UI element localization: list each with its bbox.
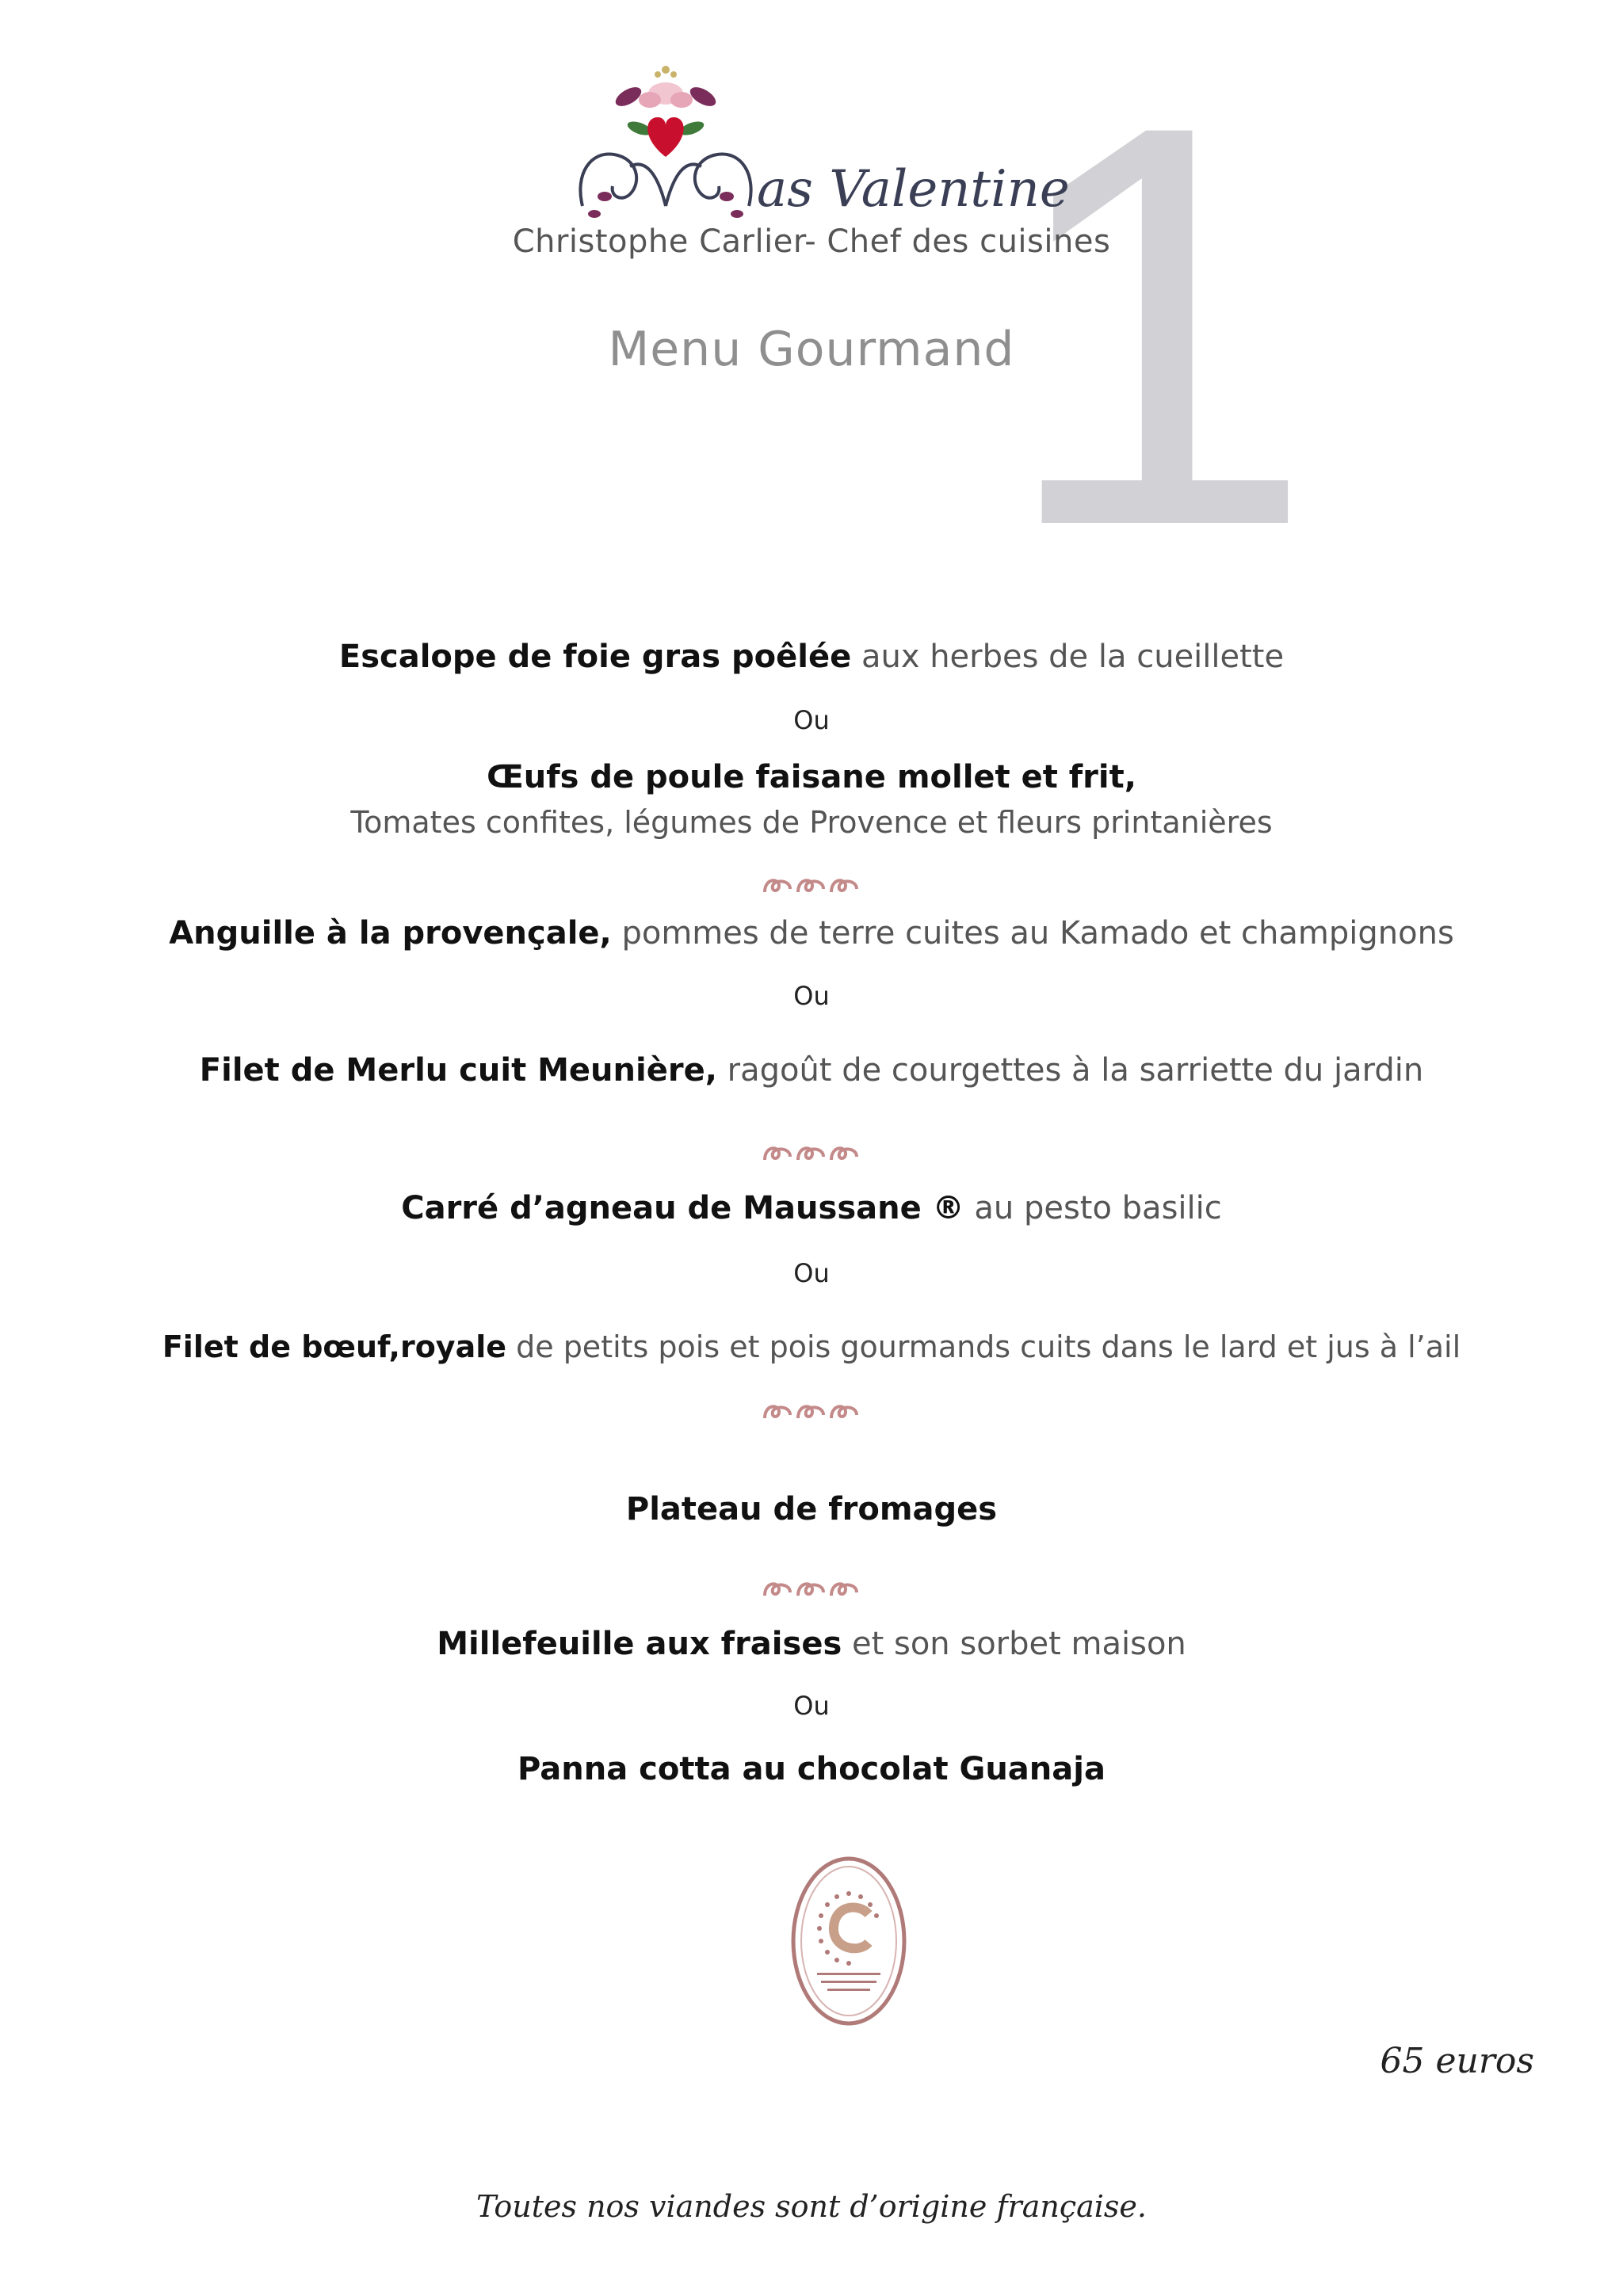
footer-note: Toutes nos viandes sont d’origine française.: [475, 2189, 1147, 2224]
dish-name: Millefeuille aux fraises: [437, 1626, 842, 1662]
dish-name: Carré d’agneau de Maussane ®: [401, 1190, 964, 1226]
dish-description: et son sorbet maison: [851, 1626, 1186, 1662]
meat-1: [0, 1190, 1623, 1226]
meat-2: [0, 1329, 1623, 1364]
or-separator: Ou: [793, 1691, 830, 1721]
menu-price: 65 euros: [1380, 2041, 1534, 2081]
chef-line: Christophe Carlier- Chef des cuisines: [512, 223, 1111, 260]
dish-name: Anguille à la provençale,: [169, 915, 612, 952]
dessert-1: [0, 1626, 1623, 1662]
or-separator: Ou: [793, 1258, 830, 1288]
dessert-2: [0, 1751, 1623, 1787]
entree-1: [0, 639, 1623, 675]
restaurant-logo: [567, 55, 1070, 238]
fish-1: [0, 915, 1623, 952]
dish-name: Filet de bœuf,royale: [162, 1329, 507, 1364]
dish-name: Plateau de fromages: [625, 1491, 998, 1527]
course-divider-icon: [0, 1141, 1623, 1166]
dish-description: Tomates confites, légumes de Provence et fleurs printanières: [350, 805, 1273, 840]
cheese-course: [0, 1491, 1623, 1527]
menu-title: Menu Gourmand: [608, 322, 1015, 377]
logo-emblem-icon: [580, 66, 750, 218]
dish-description: de petits pois et pois gourmands cuits dans le lard et jus à l’ail: [516, 1329, 1461, 1364]
course-divider-icon: [0, 1399, 1623, 1425]
dish-description: pommes de terre cuites au Kamado et champignons: [621, 915, 1454, 952]
page-number-numeral: [998, 6, 1316, 644]
quality-seal-icon: [789, 1854, 908, 2028]
dish-description: au pesto basilic: [974, 1190, 1222, 1226]
fish-2: [0, 1052, 1623, 1089]
dish-description: ragoût de courgettes à la sarriette du jardin: [727, 1052, 1424, 1089]
dish-name: Panna cotta au chocolat Guanaja: [517, 1751, 1106, 1787]
dish-name: Filet de Merlu cuit Meunière,: [199, 1052, 717, 1089]
course-divider-icon: [0, 1577, 1623, 1602]
course-divider-icon: [0, 873, 1623, 898]
dish-name: Escalope de foie gras poêlée: [338, 639, 852, 675]
dish-name: Œufs de poule faisane mollet et frit,: [487, 759, 1136, 795]
svg-text:1: 1: [998, 6, 1316, 644]
entree-2: [0, 759, 1623, 795]
logo-wordmark: as Valentine: [757, 160, 1070, 219]
or-separator: Ou: [793, 705, 830, 735]
or-separator: Ou: [793, 981, 830, 1011]
dish-description: aux herbes de la cueillette: [861, 639, 1285, 675]
